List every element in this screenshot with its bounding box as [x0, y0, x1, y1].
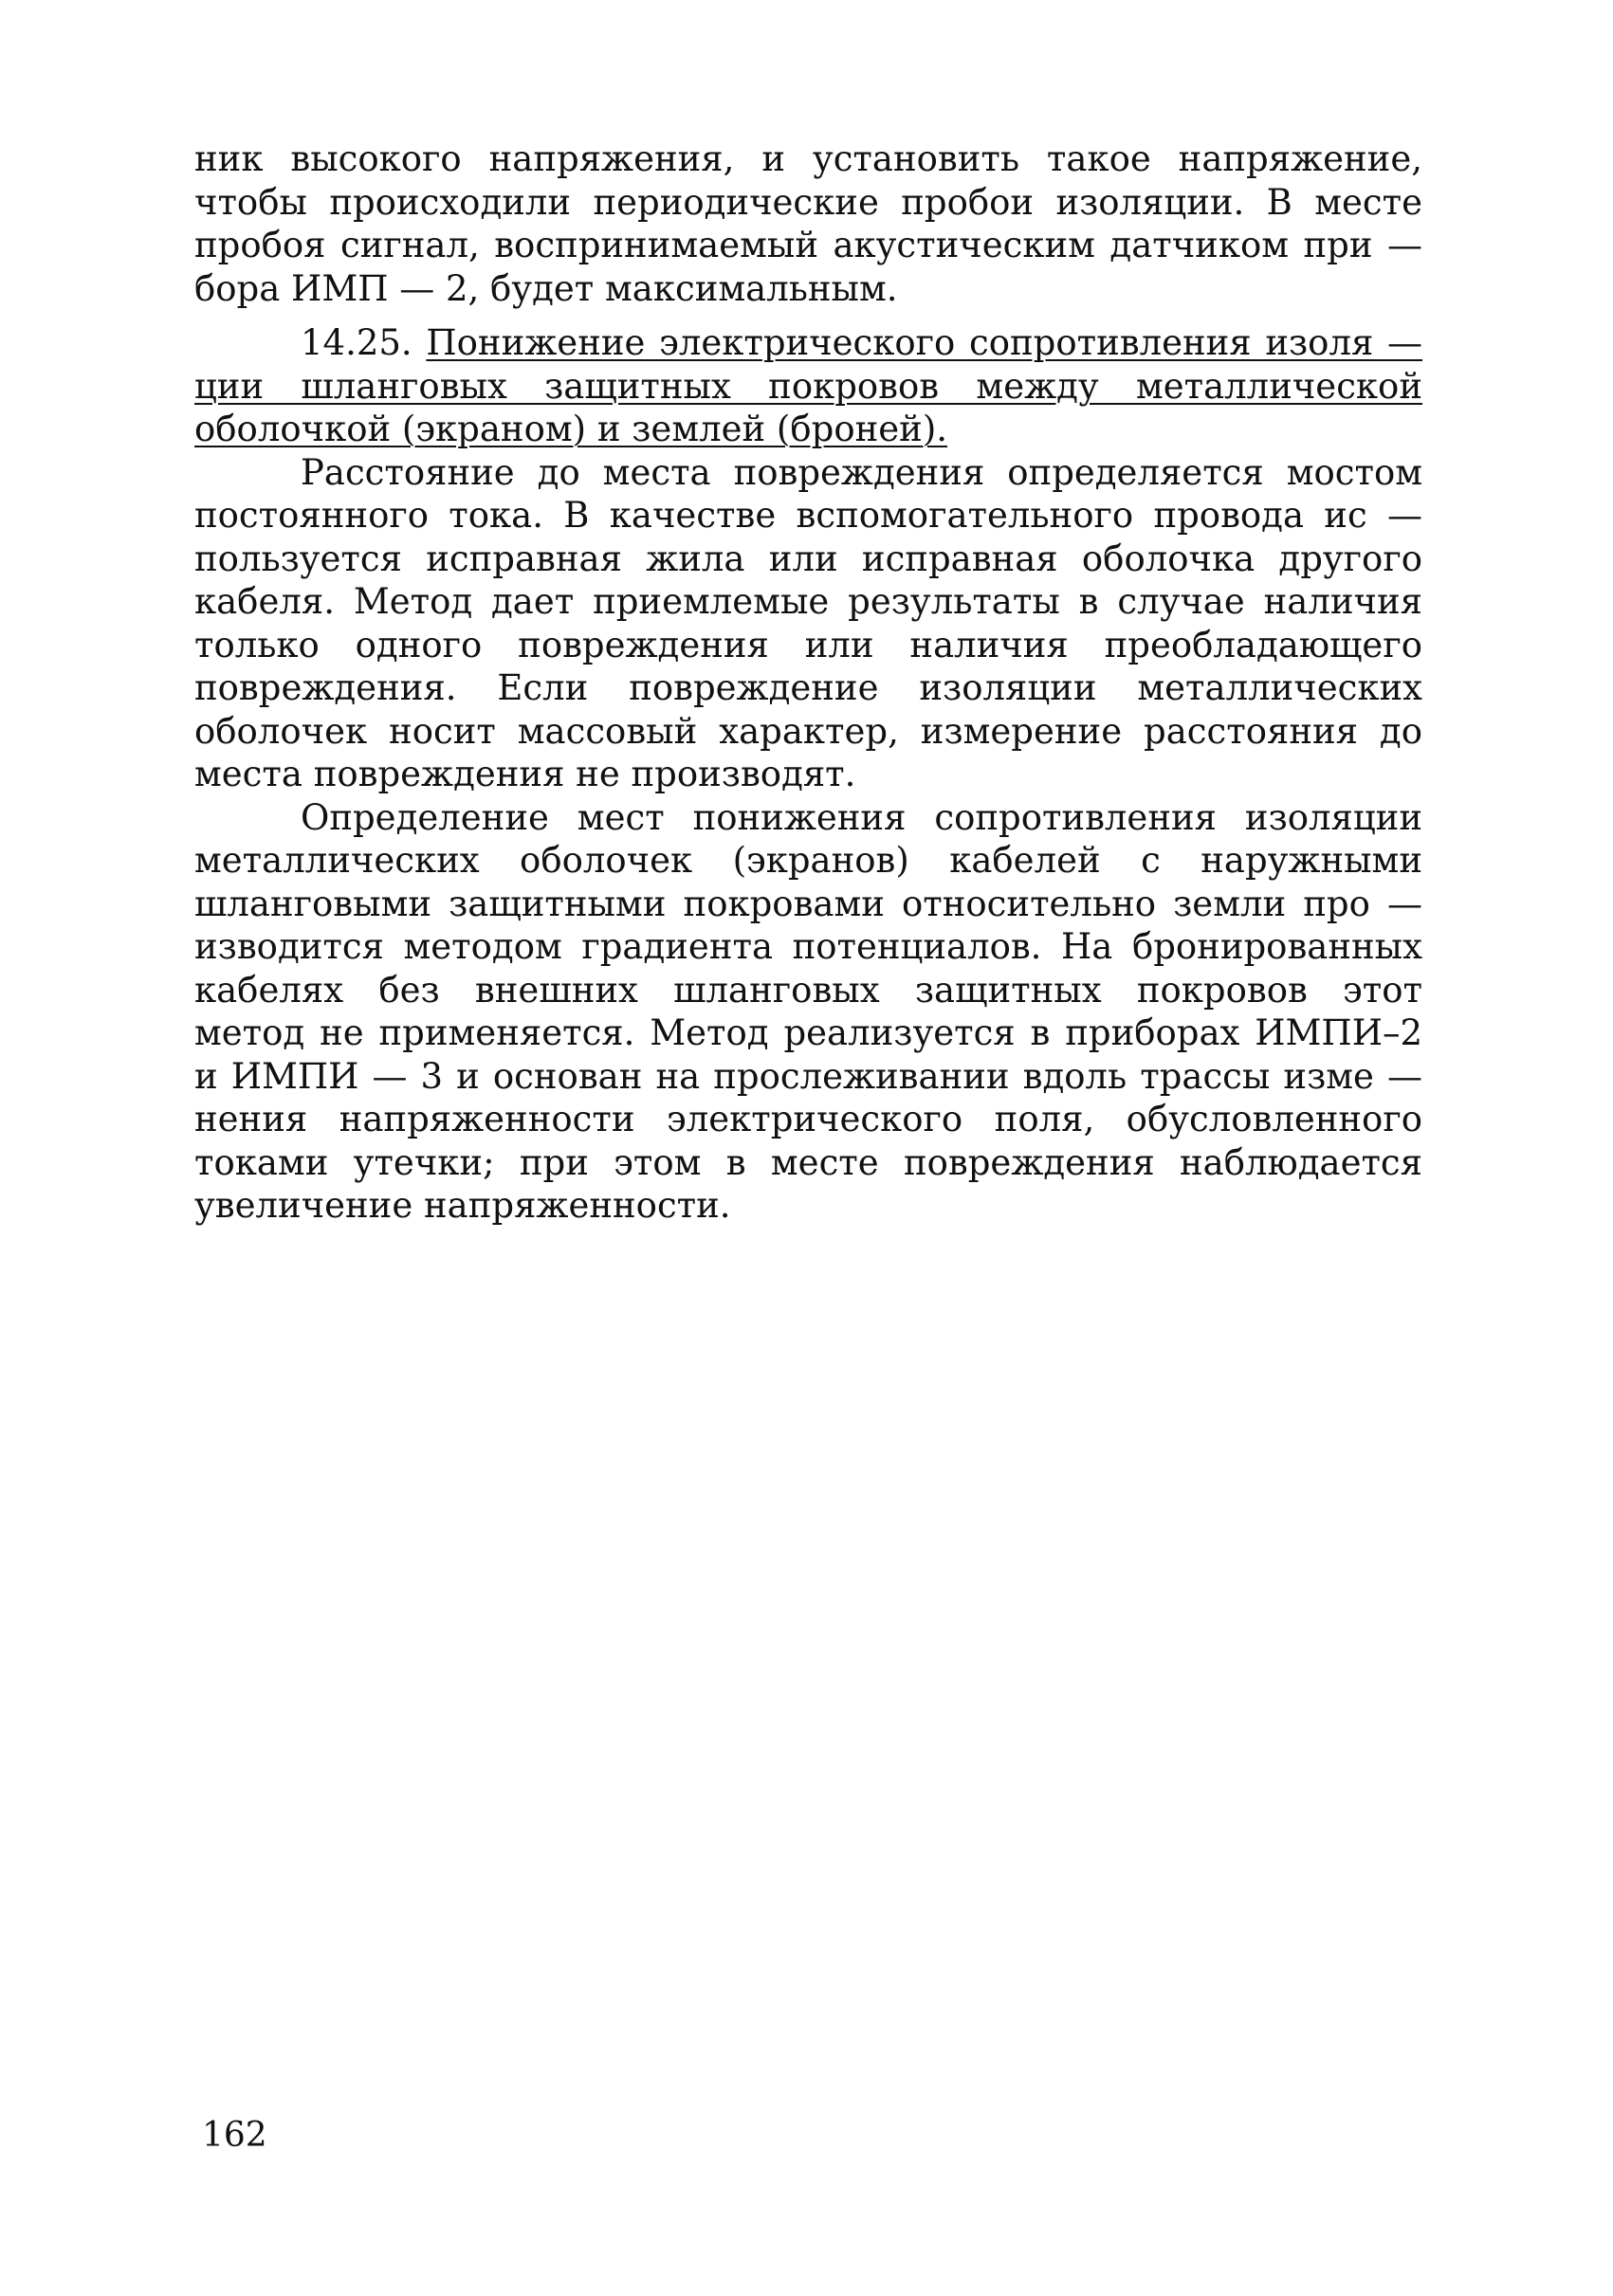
heading-line: [194, 408, 1422, 451]
heading-line: [194, 321, 1422, 365]
text-line: увеличение напряженности.: [194, 1185, 731, 1226]
text-line: кабелях без внешних шланговых защитных покровов этот: [194, 969, 1422, 1011]
text-line: пробоя сигнал, воспринимаемый акустическим датчиком при —: [194, 225, 1422, 265]
text-line: металлических оболочек (экранов) кабелей с наружными: [194, 840, 1422, 881]
text-line: пользуется исправная жила или исправная оболочка другого: [194, 538, 1422, 579]
section-heading: [194, 321, 1422, 451]
text-line: Определение мест понижения сопротивления изоляции: [301, 796, 1422, 838]
paragraph: [194, 796, 1422, 1228]
text-line: только одного повреждения или наличия преобладающего: [194, 624, 1422, 665]
text-line: и ИМПИ — 3 и основан на прослеживании вдоль трассы изме —: [194, 1055, 1422, 1097]
text-line: повреждения. Если повреждение изоляции металлических: [194, 667, 1422, 708]
text-line: изводится методом градиента потенциалов. На бронированных: [194, 926, 1422, 967]
text-line: постоянного тока. В качестве вспомогательного провода ис —: [194, 495, 1422, 536]
text-line: метод не применяется. Метод реализуется в приборах ИМПИ–2: [194, 1012, 1422, 1053]
paragraph-continuation: [194, 137, 1422, 310]
text-line: оболочек носит массовый характер, измерение расстояния до: [194, 710, 1422, 752]
text-line: чтобы происходили периодические пробои изоляции. В месте: [194, 181, 1422, 223]
text-line: кабеля. Метод дает приемлемые результаты в случае наличия: [194, 581, 1422, 622]
text-line: бора ИМП — 2, будет максимальным.: [194, 267, 898, 309]
section-title-part: Понижение электрического сопротивления изоля —: [426, 322, 1423, 363]
page-number: 162: [202, 2116, 267, 2155]
text-line: ник высокого напряжения, и установить такое напряжение,: [194, 138, 1422, 179]
text-line: места повреждения не производят.: [194, 754, 856, 794]
text-line: шланговыми защитными покровами относительно земли про —: [194, 883, 1422, 924]
page-text: [194, 137, 1422, 1228]
section-title-part: ции шланговых защитных покровов между металлической: [194, 365, 1422, 407]
text-line: Расстояние до места повреждения определяется мостом: [301, 451, 1422, 493]
section-number: 14.25.: [301, 322, 412, 363]
paragraph: [194, 451, 1422, 796]
section-title-part: оболочкой (экраном) и землей (броней).: [194, 409, 948, 449]
text-line: нения напряженности электрического поля, обусловленного: [194, 1099, 1422, 1139]
text-line: токами утечки; при этом в месте повреждения наблюдается: [194, 1141, 1422, 1183]
